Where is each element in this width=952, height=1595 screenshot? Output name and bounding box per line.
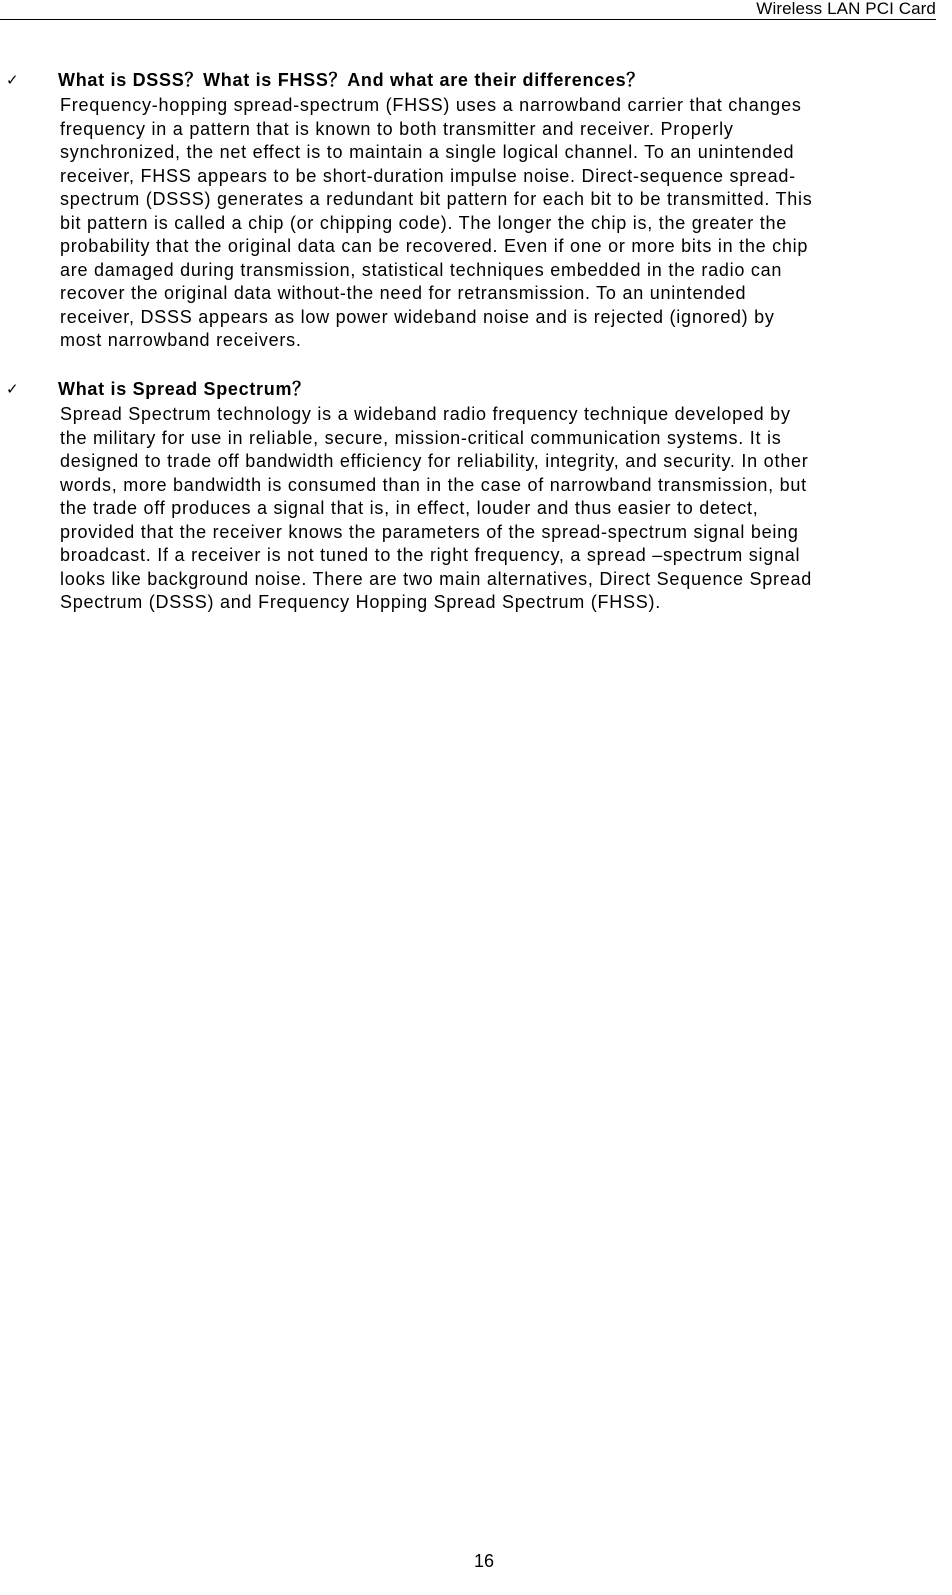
- answer-line: frequency in a pattern that is known to both transmitter and receiver. Properly: [60, 118, 734, 139]
- answer-line: Frequency-hopping spread-spectrum (FHSS) uses a narrowband carrier that changes: [60, 95, 802, 115]
- answer-line: probability that the original data can be recovered. Even if one or more bits in the chip: [60, 236, 809, 256]
- faq-answer: [60, 403, 936, 615]
- faq-question: What is DSSS？What is FHSS？And what are their differences？: [58, 70, 645, 90]
- answer-line: recover the original data without-the need for retransmission. To an unintended: [60, 283, 747, 303]
- answer-line: words, more bandwidth is consumed than in the case of narrowband transmission, but: [60, 474, 807, 495]
- faq-answer: [60, 94, 936, 353]
- answer-line: receiver, DSSS appears as low power wideband noise and is rejected (ignored) by: [60, 306, 775, 327]
- check-icon: ✓: [6, 71, 19, 89]
- header-title: Wireless LAN PCI Card: [756, 0, 936, 18]
- answer-line: Spread Spectrum technology is a wideband radio frequency technique developed by: [60, 404, 791, 424]
- answer-line: the military for use in reliable, secure, mission-critical communication systems. It is: [60, 427, 782, 448]
- answer-line: synchronized, the net effect is to maintain a single logical channel. To an unintended: [60, 142, 795, 162]
- answer-line: are damaged during transmission, statistical techniques embedded in the radio can: [60, 259, 783, 280]
- answer-line: spectrum (DSSS) generates a redundant bit pattern for each bit to be transmitted. This: [60, 189, 813, 209]
- answer-line: receiver, FHSS appears to be short-duration impulse noise. Direct-sequence spread-: [60, 165, 796, 186]
- faq-question: What is Spread Spectrum？: [58, 379, 311, 399]
- answer-line: most narrowband receivers.: [60, 330, 302, 350]
- page-header: [0, 0, 936, 20]
- answer-line: looks like background noise. There are two main alternatives, Direct Sequence Spread: [60, 568, 813, 589]
- answer-line: Spectrum (DSSS) and Frequency Hopping Spread Spectrum (FHSS).: [60, 592, 661, 612]
- check-icon: ✓: [6, 380, 19, 398]
- answer-line: broadcast. If a receiver is not tuned to the right frequency, a spread –spectrum signal: [60, 545, 801, 565]
- answer-line: designed to trade off bandwidth efficiency for reliability, integrity, and security. In other: [60, 451, 809, 471]
- answer-line: the trade off produces a signal that is, in effect, louder and thus easier to detect,: [60, 498, 759, 518]
- answer-line: provided that the receiver knows the parameters of the spread-spectrum signal being: [60, 521, 799, 542]
- page-number: 16: [473, 1551, 495, 1571]
- answer-line: bit pattern is called a chip (or chipping code). The longer the chip is, the greater the: [60, 212, 788, 233]
